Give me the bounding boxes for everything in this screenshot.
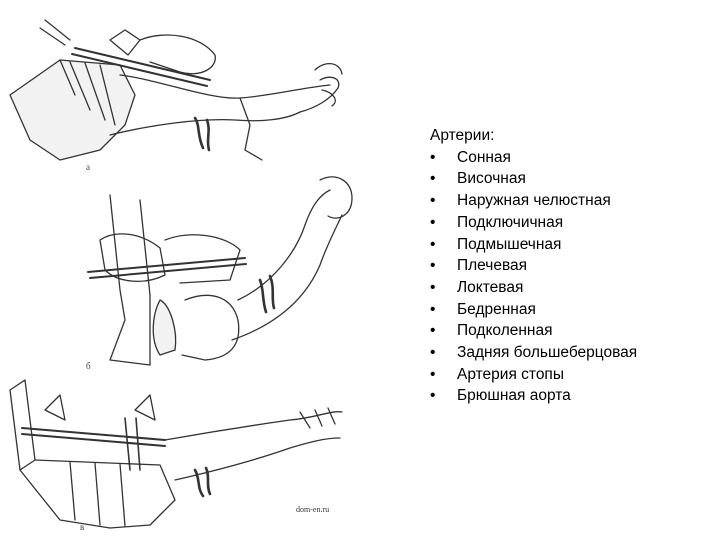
artery-label: Локтевая bbox=[457, 278, 524, 296]
figure-label-b: б bbox=[86, 361, 91, 371]
artery-label: Плечевая bbox=[457, 257, 528, 275]
list-item bbox=[430, 212, 715, 234]
artery-label: Подмышечная bbox=[457, 235, 562, 253]
list-item bbox=[430, 385, 715, 407]
list-item bbox=[430, 299, 715, 321]
list-item bbox=[430, 234, 715, 256]
artery-label: Бедренная bbox=[457, 300, 536, 318]
figure-label-a: а bbox=[86, 162, 90, 172]
list-item bbox=[430, 168, 715, 190]
arteries-heading: Артерии: bbox=[430, 127, 495, 144]
bullet-icon: • bbox=[430, 148, 436, 166]
artery-label: Подключичная bbox=[457, 213, 564, 231]
artery-label: Артерия стопы bbox=[457, 365, 564, 383]
bullet-icon: • bbox=[430, 344, 436, 362]
figure-c-drawing bbox=[10, 380, 342, 528]
artery-label: Задняя большеберцовая bbox=[457, 344, 638, 362]
list-item bbox=[430, 320, 715, 342]
artery-label: Сонная bbox=[457, 148, 511, 166]
bullet-icon: • bbox=[430, 300, 436, 318]
figure-label-c: в bbox=[80, 522, 85, 532]
figure-b-drawing bbox=[88, 177, 352, 365]
list-item bbox=[430, 342, 715, 364]
watermark: dom-en.ru bbox=[296, 505, 330, 514]
bullet-icon: • bbox=[430, 278, 436, 296]
bullet-icon: • bbox=[430, 170, 436, 188]
list-item bbox=[430, 190, 715, 212]
list-item bbox=[430, 147, 715, 169]
list-item bbox=[430, 255, 715, 277]
bullet-icon: • bbox=[430, 235, 436, 253]
bullet-icon: • bbox=[430, 213, 436, 231]
arteries-text-block bbox=[430, 125, 715, 407]
arteries-list bbox=[430, 147, 715, 407]
artery-label: Наружная челюстная bbox=[457, 192, 611, 210]
list-item bbox=[430, 277, 715, 299]
figure-a-drawing bbox=[10, 20, 342, 160]
artery-label: Подколенная bbox=[457, 322, 553, 340]
bullet-icon: • bbox=[430, 192, 436, 210]
list-item bbox=[430, 364, 715, 386]
artery-label: Височная bbox=[457, 170, 526, 188]
bullet-icon: • bbox=[430, 257, 436, 275]
artery-label: Брюшная аорта bbox=[457, 387, 571, 405]
bullet-icon: • bbox=[430, 365, 436, 383]
bullet-icon: • bbox=[430, 387, 436, 405]
bullet-icon: • bbox=[430, 322, 436, 340]
